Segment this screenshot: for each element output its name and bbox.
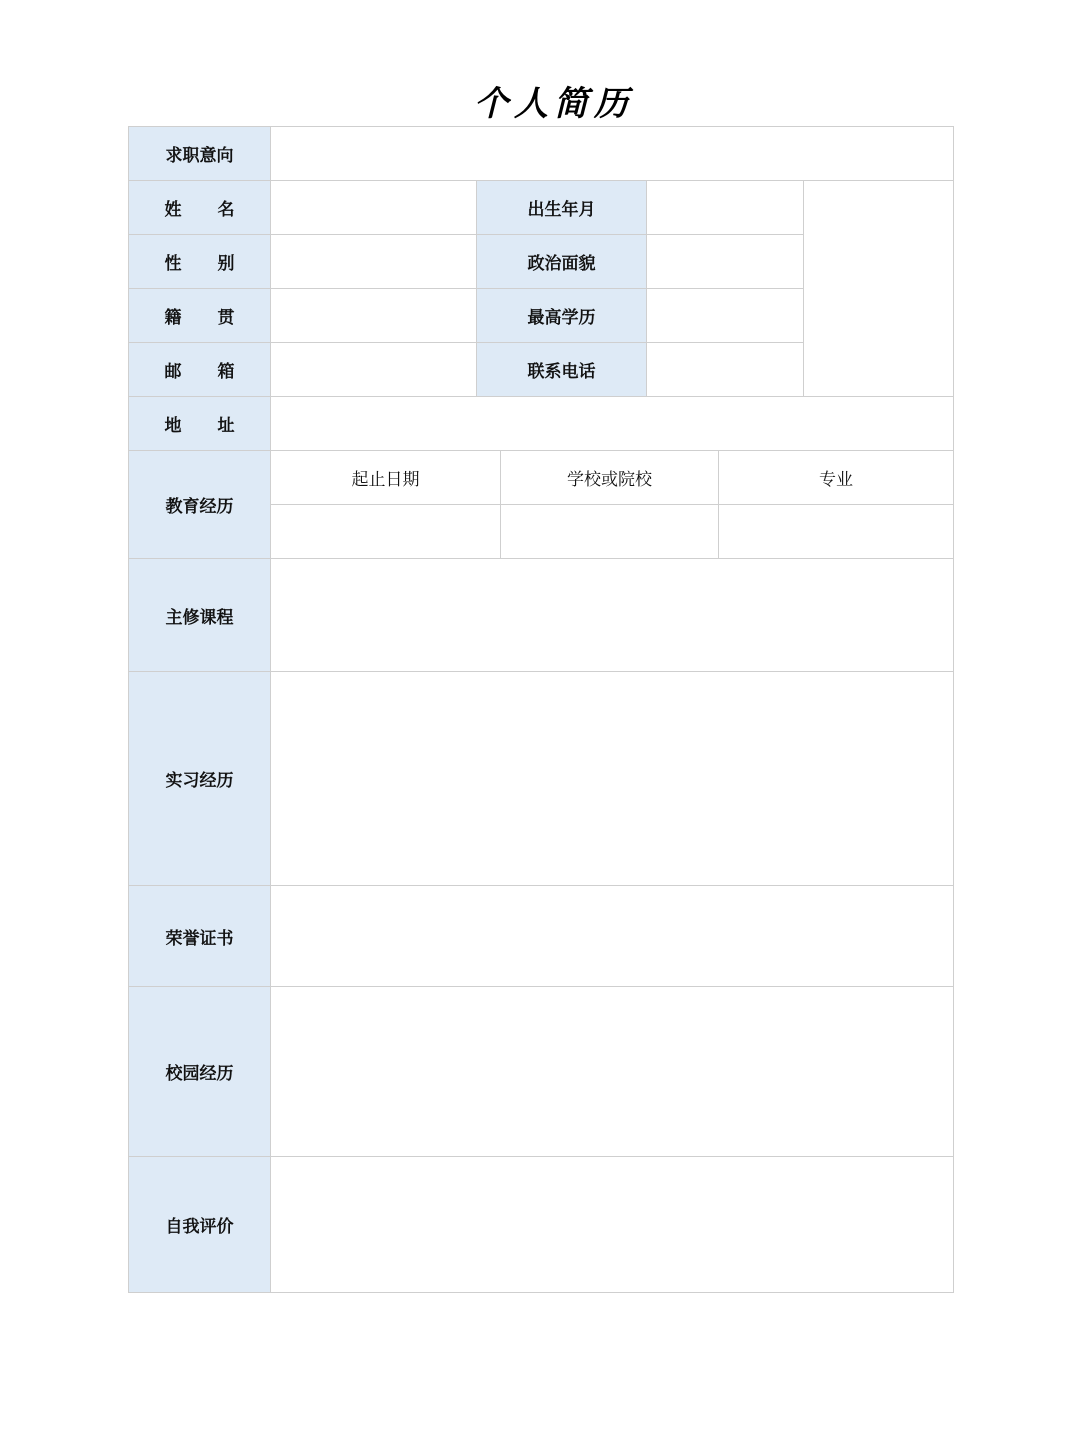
label-phone: 联系电话: [477, 343, 647, 397]
field-name[interactable]: [271, 181, 477, 235]
education-header-major: 专业: [719, 451, 954, 505]
field-self-eval[interactable]: [271, 1157, 954, 1293]
field-email[interactable]: [271, 343, 477, 397]
label-honors: 荣誉证书: [129, 886, 271, 987]
label-hometown: 籍 贯: [164, 308, 235, 328]
photo-area[interactable]: [804, 181, 954, 397]
label-birth: 出生年月: [477, 181, 647, 235]
field-courses[interactable]: [271, 559, 954, 672]
label-education: 教育经历: [129, 451, 271, 559]
field-education-level[interactable]: [647, 289, 804, 343]
label-political: 政治面貌: [477, 235, 647, 289]
label-gender: 性 别: [164, 254, 235, 274]
field-phone[interactable]: [647, 343, 804, 397]
field-hometown[interactable]: [271, 289, 477, 343]
field-gender[interactable]: [271, 235, 477, 289]
field-birth[interactable]: [647, 181, 804, 235]
label-email: 邮 箱: [164, 362, 235, 382]
label-internship: 实习经历: [129, 672, 271, 886]
page-title: 个人简历: [474, 84, 634, 124]
resume-table: [128, 126, 954, 1293]
field-political[interactable]: [647, 235, 804, 289]
label-name: 姓 名: [164, 200, 235, 220]
field-honors[interactable]: [271, 886, 954, 987]
field-education-school[interactable]: [501, 505, 719, 559]
label-self-eval: 自我评价: [129, 1157, 271, 1293]
label-job-intention: 求职意向: [129, 127, 271, 181]
label-courses: 主修课程: [129, 559, 271, 672]
field-education-dates[interactable]: [271, 505, 501, 559]
label-education-level: 最高学历: [477, 289, 647, 343]
field-job-intention[interactable]: [271, 127, 954, 181]
field-campus[interactable]: [271, 987, 954, 1157]
education-header-dates: 起止日期: [271, 451, 501, 505]
field-internship[interactable]: [271, 672, 954, 886]
education-header-school: 学校或院校: [501, 451, 719, 505]
label-address: 地 址: [164, 416, 235, 436]
field-address[interactable]: [271, 397, 954, 451]
field-education-major[interactable]: [719, 505, 954, 559]
label-campus: 校园经历: [129, 987, 271, 1157]
